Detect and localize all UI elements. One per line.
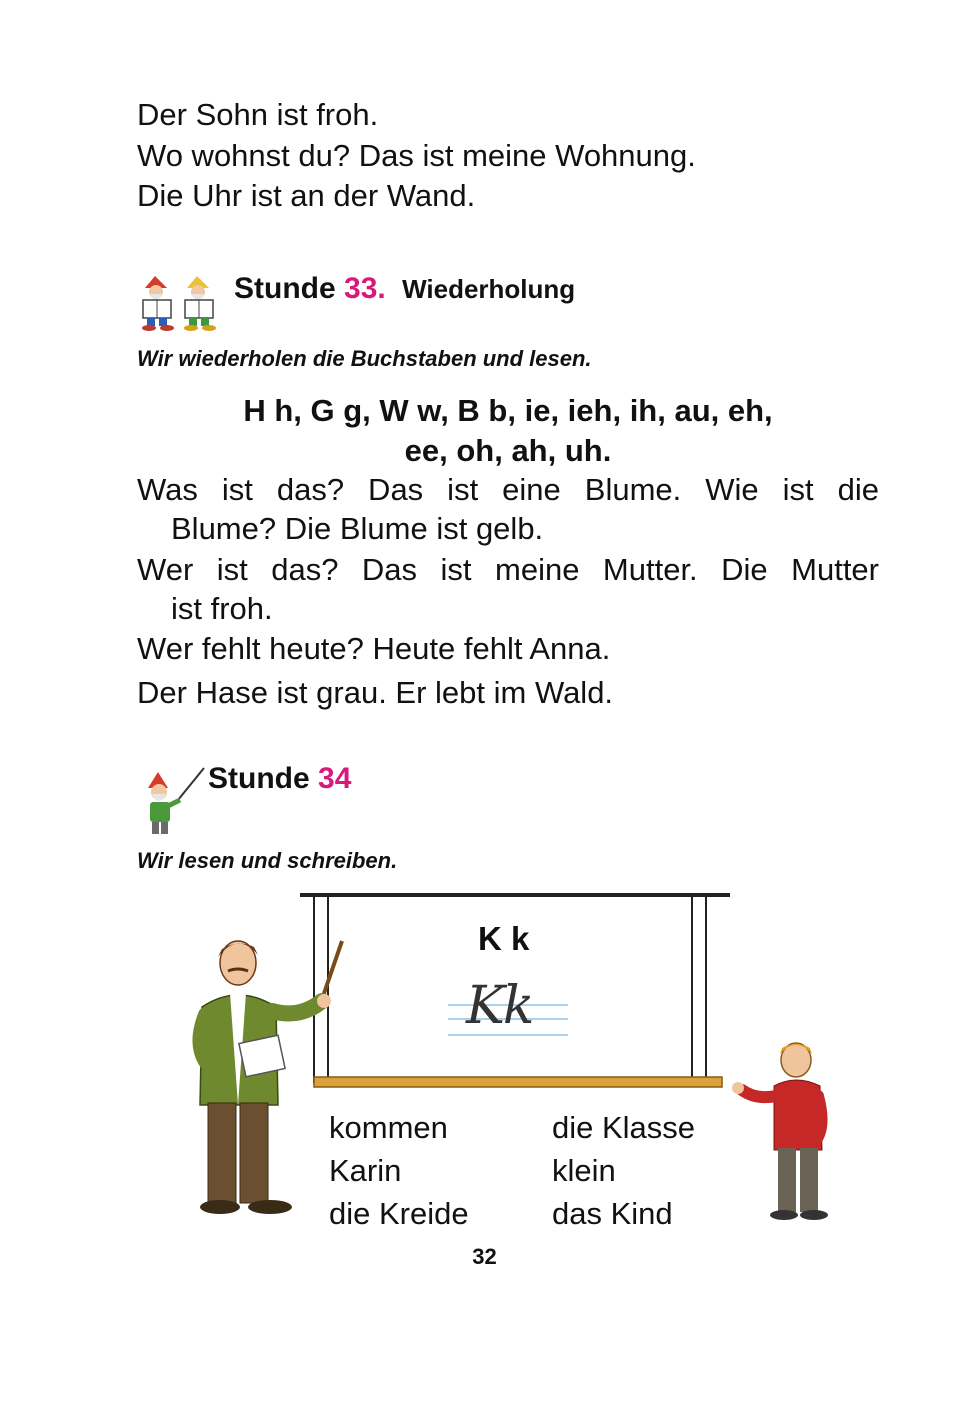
- two-gnomes-reading-icon: [137, 276, 231, 332]
- intro-line-2: Wo wohnst du? Das ist meine Wohnung.: [137, 138, 696, 173]
- reading-paragraph-2-first: Wer ist das? Das ist meine Mutter. Die Mutter: [137, 552, 879, 587]
- board-cursive-letters: Kk: [466, 976, 533, 1036]
- lesson-33-instruction: Wir wiederholen die Buchstaben und lesen.: [137, 346, 592, 371]
- teacher-illustration: [180, 935, 350, 1220]
- lesson-34-heading: [208, 762, 351, 796]
- reading-paragraph-1-cont: Blume? Die Blume ist gelb.: [171, 511, 544, 546]
- reading-line-1: Wer fehlt heute? Heute fehlt Anna.: [137, 631, 611, 666]
- letter-list-line-2: ee, oh, ah, uh.: [404, 433, 612, 468]
- word-right-2: klein: [552, 1153, 616, 1188]
- words-right-column: [552, 1106, 695, 1235]
- lesson-34-instruction: Wir lesen und schreiben.: [137, 848, 398, 873]
- intro-line-1: Der Sohn ist froh.: [137, 97, 379, 132]
- letter-list: [137, 391, 879, 471]
- page-number: 32: [472, 1244, 497, 1269]
- word-right-1: die Klasse: [552, 1110, 696, 1145]
- gnome-with-pointer-icon: [142, 766, 206, 838]
- lesson-33-heading: [234, 272, 575, 306]
- reading-line-2: Der Hase ist grau. Er lebt im Wald.: [137, 675, 614, 710]
- reading-paragraph-1: [137, 470, 879, 548]
- lesson-34-word: Stunde: [208, 762, 310, 795]
- word-right-3: das Kind: [552, 1196, 673, 1231]
- letter-list-line-1: H h, G g, W w, B b, ie, ieh, ih, au, eh,: [243, 393, 773, 428]
- reading-paragraph-1-first: Was ist das? Das ist eine Blume. Wie ist die: [137, 472, 879, 507]
- intro-line-3: Die Uhr ist an der Wand.: [137, 178, 476, 213]
- lesson-34-number: 34: [318, 762, 352, 795]
- word-left-3: die Kreide: [329, 1196, 469, 1231]
- words-left-column: [329, 1106, 469, 1235]
- boy-illustration: [730, 1040, 830, 1222]
- reading-paragraph-2-cont: ist froh.: [171, 591, 273, 626]
- lesson-33-word: Stunde: [234, 272, 336, 305]
- lesson-33-subtitle: Wiederholung: [402, 274, 576, 304]
- lesson-33-number: 33.: [344, 272, 386, 305]
- word-left-2: Karin: [329, 1153, 402, 1188]
- reading-paragraph-2: [137, 550, 879, 628]
- board-print-letters: K k: [478, 920, 530, 957]
- word-left-1: kommen: [329, 1110, 448, 1145]
